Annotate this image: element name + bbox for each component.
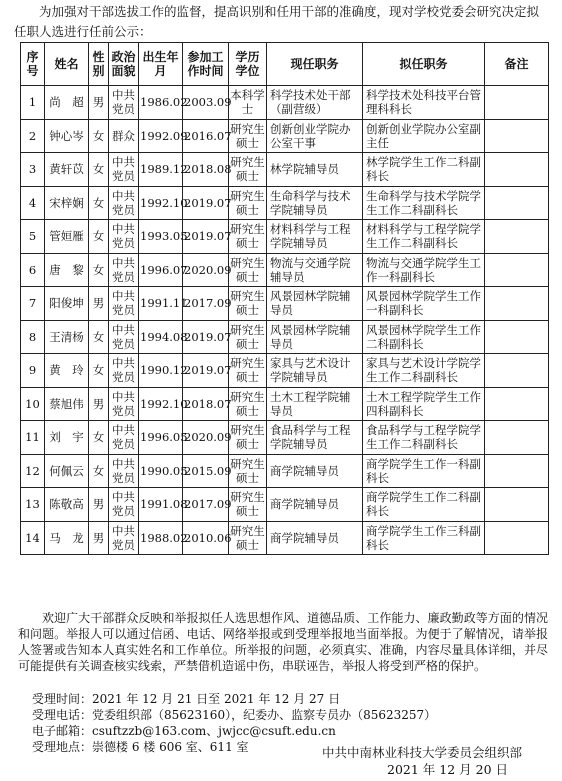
cell-name: 马 龙 bbox=[45, 521, 89, 555]
cell-gender: 女 bbox=[89, 153, 109, 187]
cell-birth-date: 1992.10 bbox=[139, 387, 183, 421]
cell-name: 何佩云 bbox=[45, 454, 89, 488]
header-proposed-position: 拟任职务 bbox=[363, 43, 485, 86]
table-row bbox=[21, 220, 549, 254]
cell-name: 黄轩苡 bbox=[45, 153, 89, 187]
cell-name: 蔡旭伟 bbox=[45, 387, 89, 421]
table-row bbox=[21, 253, 549, 287]
header-education: 学历学位 bbox=[229, 43, 267, 86]
cell-political-status: 中共党员 bbox=[109, 253, 139, 287]
cell-proposed-position: 商学院学生工作一科副科长 bbox=[363, 454, 485, 488]
header-current-position: 现任职务 bbox=[267, 43, 363, 86]
cell-name: 管姮雁 bbox=[45, 220, 89, 254]
cell-proposed-position: 家具与艺术设计学院学生工作二科副科长 bbox=[363, 354, 485, 388]
cell-work-start: 2010.06 bbox=[183, 521, 229, 555]
cell-political-status: 中共党员 bbox=[109, 454, 139, 488]
cell-gender: 女 bbox=[89, 119, 109, 153]
cell-gender: 男 bbox=[89, 387, 109, 421]
cell-current-position: 风景园林学院辅导员 bbox=[267, 287, 363, 321]
cell-birth-date: 1996.05 bbox=[139, 421, 183, 455]
cell-proposed-position: 科学技术处科技平台管理科科长 bbox=[363, 86, 485, 120]
cell-work-start: 2019.07 bbox=[183, 320, 229, 354]
header-political-status: 政治面貌 bbox=[109, 43, 139, 86]
acceptance-time: 受理时间：2021 年 12 月 21 日至 2021 年 12 月 27 日 bbox=[32, 692, 341, 706]
cell-education: 研究生硕士 bbox=[229, 454, 267, 488]
cell-birth-date: 1992.09 bbox=[139, 119, 183, 153]
acceptance-phone: 受理电话：党委组织部（85623160），纪委办、监察专员办（85623257） bbox=[32, 708, 437, 722]
cell-name: 阳俊坤 bbox=[45, 287, 89, 321]
cell-remarks bbox=[485, 220, 549, 254]
cell-name: 王清杨 bbox=[45, 320, 89, 354]
cell-birth-date: 1989.12 bbox=[139, 153, 183, 187]
cell-political-status: 群众 bbox=[109, 119, 139, 153]
cell-political-status: 中共党员 bbox=[109, 320, 139, 354]
acceptance-email: 电子邮箱：csuftzzb@163.com、jwjcc@csuft.edu.cn bbox=[32, 724, 336, 738]
cell-birth-date: 1991.11 bbox=[139, 287, 183, 321]
table-row bbox=[21, 521, 549, 555]
cell-political-status: 中共党员 bbox=[109, 354, 139, 388]
cell-index: 9 bbox=[21, 354, 45, 388]
cell-work-start: 2019.07 bbox=[183, 354, 229, 388]
cell-work-start: 2015.09 bbox=[183, 454, 229, 488]
cell-gender: 女 bbox=[89, 454, 109, 488]
cell-name: 唐 黎 bbox=[45, 253, 89, 287]
cell-name: 刘 宇 bbox=[45, 421, 89, 455]
cell-remarks bbox=[485, 119, 549, 153]
cell-birth-date: 1994.08 bbox=[139, 320, 183, 354]
candidate-table bbox=[20, 42, 549, 555]
cell-proposed-position: 食品科学与工程学院学生工作二科副科长 bbox=[363, 421, 485, 455]
cell-education: 研究生硕士 bbox=[229, 253, 267, 287]
cell-birth-date: 1988.02 bbox=[139, 521, 183, 555]
cell-index: 10 bbox=[21, 387, 45, 421]
cell-proposed-position: 物流与交通学院学生工作一科副科长 bbox=[363, 253, 485, 287]
signature-org: 中共中南林业科技大学委员会组织部 bbox=[321, 745, 522, 760]
cell-index: 2 bbox=[21, 119, 45, 153]
cell-current-position: 创新创业学院办公室干事 bbox=[267, 119, 363, 153]
cell-political-status: 中共党员 bbox=[109, 287, 139, 321]
cell-current-position: 科学技术处干部（副营级） bbox=[267, 86, 363, 120]
cell-political-status: 中共党员 bbox=[109, 220, 139, 254]
cell-political-status: 中共党员 bbox=[109, 421, 139, 455]
table-row bbox=[21, 119, 549, 153]
cell-current-position: 材料科学与工程学院辅导员 bbox=[267, 220, 363, 254]
cell-index: 6 bbox=[21, 253, 45, 287]
cell-remarks bbox=[485, 287, 549, 321]
cell-work-start: 2020.09 bbox=[183, 253, 229, 287]
cell-political-status: 中共党员 bbox=[109, 186, 139, 220]
cell-proposed-position: 生命科学与技术学院学生工作二科副科长 bbox=[363, 186, 485, 220]
cell-birth-date: 1986.02 bbox=[139, 86, 183, 120]
table-row bbox=[21, 387, 549, 421]
cell-remarks bbox=[485, 488, 549, 522]
cell-name: 尚 超 bbox=[45, 86, 89, 120]
cell-education: 本科学士 bbox=[229, 86, 267, 120]
cell-education: 研究生硕士 bbox=[229, 287, 267, 321]
cell-gender: 男 bbox=[89, 287, 109, 321]
table-row bbox=[21, 421, 549, 455]
cell-index: 4 bbox=[21, 186, 45, 220]
cell-gender: 女 bbox=[89, 186, 109, 220]
cell-current-position: 商学院辅导员 bbox=[267, 521, 363, 555]
cell-proposed-position: 林学院学生工作二科副科长 bbox=[363, 153, 485, 187]
cell-name: 黄 玲 bbox=[45, 354, 89, 388]
cell-remarks bbox=[485, 387, 549, 421]
cell-birth-date: 1991.08 bbox=[139, 488, 183, 522]
cell-political-status: 中共党员 bbox=[109, 521, 139, 555]
cell-current-position: 生命科学与技术学院辅导员 bbox=[267, 186, 363, 220]
cell-gender: 女 bbox=[89, 320, 109, 354]
table-row bbox=[21, 287, 549, 321]
cell-education: 研究生硕士 bbox=[229, 153, 267, 187]
cell-index: 8 bbox=[21, 320, 45, 354]
cell-birth-date: 1990.05 bbox=[139, 454, 183, 488]
cell-proposed-position: 风景园林学院学生工作二科副科长 bbox=[363, 320, 485, 354]
cell-current-position: 商学院辅导员 bbox=[267, 488, 363, 522]
cell-proposed-position: 土木工程学院学生工作四科副科长 bbox=[363, 387, 485, 421]
cell-gender: 女 bbox=[89, 220, 109, 254]
cell-work-start: 2017.09 bbox=[183, 488, 229, 522]
acceptance-place: 受理地点：崇德楼 6 楼 606 室、611 室 bbox=[32, 740, 249, 754]
cell-work-start: 2020.09 bbox=[183, 421, 229, 455]
header-name: 姓名 bbox=[45, 43, 89, 86]
cell-education: 研究生硕士 bbox=[229, 119, 267, 153]
header-index: 序号 bbox=[21, 43, 45, 86]
cell-current-position: 林学院辅导员 bbox=[267, 153, 363, 187]
cell-birth-date: 1993.05 bbox=[139, 220, 183, 254]
cell-gender: 女 bbox=[89, 253, 109, 287]
cell-work-start: 2003.09 bbox=[183, 86, 229, 120]
cell-birth-date: 1990.12 bbox=[139, 354, 183, 388]
cell-index: 11 bbox=[21, 421, 45, 455]
cell-remarks bbox=[485, 186, 549, 220]
cell-remarks bbox=[485, 421, 549, 455]
cell-gender: 男 bbox=[89, 521, 109, 555]
cell-gender: 女 bbox=[89, 354, 109, 388]
cell-current-position: 家具与艺术设计学院辅导员 bbox=[267, 354, 363, 388]
cell-current-position: 风景园林学院辅导员 bbox=[267, 320, 363, 354]
table-row bbox=[21, 153, 549, 187]
cell-current-position: 商学院辅导员 bbox=[267, 454, 363, 488]
footer-paragraph: 欢迎广大干部群众反映和举报拟任人选思想作风、道德品质、工作能力、廉政勤政等方面的情况和问题。举报人可以通过信函、电话、网络举报或到受理举报地当面举报。为便于了解情况，请举报人签署或告知本人真实姓名和工作单位。所举报的问题，必须真实、准确，内容尽量具体详细，并尽可能提供有关调查核实线索，严禁借机造谣中伤，串联诬告，举报人将受到严格的保护。 bbox=[18, 611, 548, 673]
cell-education: 研究生硕士 bbox=[229, 387, 267, 421]
cell-birth-date: 1992.10 bbox=[139, 186, 183, 220]
cell-work-start: 2018.07 bbox=[183, 387, 229, 421]
cell-education: 研究生硕士 bbox=[229, 220, 267, 254]
cell-work-start: 2019.07 bbox=[183, 186, 229, 220]
intro-paragraph: 为加强对干部选拔工作的监督，提高识别和任用干部的准确度，现对学校党委会研究决定拟任职人选进行任前公示： bbox=[14, 4, 540, 39]
cell-political-status: 中共党员 bbox=[109, 488, 139, 522]
table-row bbox=[21, 488, 549, 522]
header-gender: 性别 bbox=[89, 43, 109, 86]
cell-current-position: 物流与交通学院辅导员 bbox=[267, 253, 363, 287]
cell-proposed-position: 商学院学生工作三科副科长 bbox=[363, 521, 485, 555]
cell-remarks bbox=[485, 521, 549, 555]
table-row bbox=[21, 354, 549, 388]
cell-birth-date: 1996.07 bbox=[139, 253, 183, 287]
cell-index: 1 bbox=[21, 86, 45, 120]
cell-remarks bbox=[485, 354, 549, 388]
cell-education: 研究生硕士 bbox=[229, 488, 267, 522]
cell-education: 研究生硕士 bbox=[229, 421, 267, 455]
header-birth-date: 出生年月 bbox=[139, 43, 183, 86]
cell-remarks bbox=[485, 253, 549, 287]
cell-political-status: 中共党员 bbox=[109, 153, 139, 187]
cell-index: 5 bbox=[21, 220, 45, 254]
signature-block bbox=[322, 744, 522, 778]
table-row bbox=[21, 186, 549, 220]
cell-education: 研究生硕士 bbox=[229, 521, 267, 555]
cell-index: 13 bbox=[21, 488, 45, 522]
cell-name: 宋梓娴 bbox=[45, 186, 89, 220]
table-row bbox=[21, 86, 549, 120]
cell-political-status: 中共党员 bbox=[109, 387, 139, 421]
cell-education: 研究生硕士 bbox=[229, 320, 267, 354]
cell-education: 研究生硕士 bbox=[229, 186, 267, 220]
cell-current-position: 食品科学与工程学院辅导员 bbox=[267, 421, 363, 455]
cell-index: 14 bbox=[21, 521, 45, 555]
cell-remarks bbox=[485, 153, 549, 187]
signature-date: 2021 年 12 月 20 日 bbox=[387, 762, 508, 777]
cell-index: 7 bbox=[21, 287, 45, 321]
cell-remarks bbox=[485, 86, 549, 120]
table-header-row bbox=[21, 43, 549, 86]
cell-education: 研究生硕士 bbox=[229, 354, 267, 388]
cell-current-position: 土木工程学院辅导员 bbox=[267, 387, 363, 421]
cell-work-start: 2016.07 bbox=[183, 119, 229, 153]
cell-proposed-position: 商学院学生工作二科副科长 bbox=[363, 488, 485, 522]
cell-index: 3 bbox=[21, 153, 45, 187]
cell-name: 钟心岑 bbox=[45, 119, 89, 153]
table-row bbox=[21, 320, 549, 354]
cell-remarks bbox=[485, 320, 549, 354]
cell-index: 12 bbox=[21, 454, 45, 488]
cell-gender: 男 bbox=[89, 86, 109, 120]
cell-proposed-position: 风景园林学院学生工作一科副科长 bbox=[363, 287, 485, 321]
cell-work-start: 2019.07 bbox=[183, 220, 229, 254]
cell-name: 陈敬高 bbox=[45, 488, 89, 522]
header-work-start: 参加工作时间 bbox=[183, 43, 229, 86]
cell-remarks bbox=[485, 454, 549, 488]
cell-gender: 男 bbox=[89, 488, 109, 522]
cell-proposed-position: 材料科学与工程学院学生工作二科副科长 bbox=[363, 220, 485, 254]
header-remarks: 备注 bbox=[485, 43, 549, 86]
cell-work-start: 2018.08 bbox=[183, 153, 229, 187]
cell-political-status: 中共党员 bbox=[109, 86, 139, 120]
table-row bbox=[21, 454, 549, 488]
cell-gender: 女 bbox=[89, 421, 109, 455]
cell-work-start: 2017.09 bbox=[183, 287, 229, 321]
cell-proposed-position: 创新创业学院办公室副主任 bbox=[363, 119, 485, 153]
